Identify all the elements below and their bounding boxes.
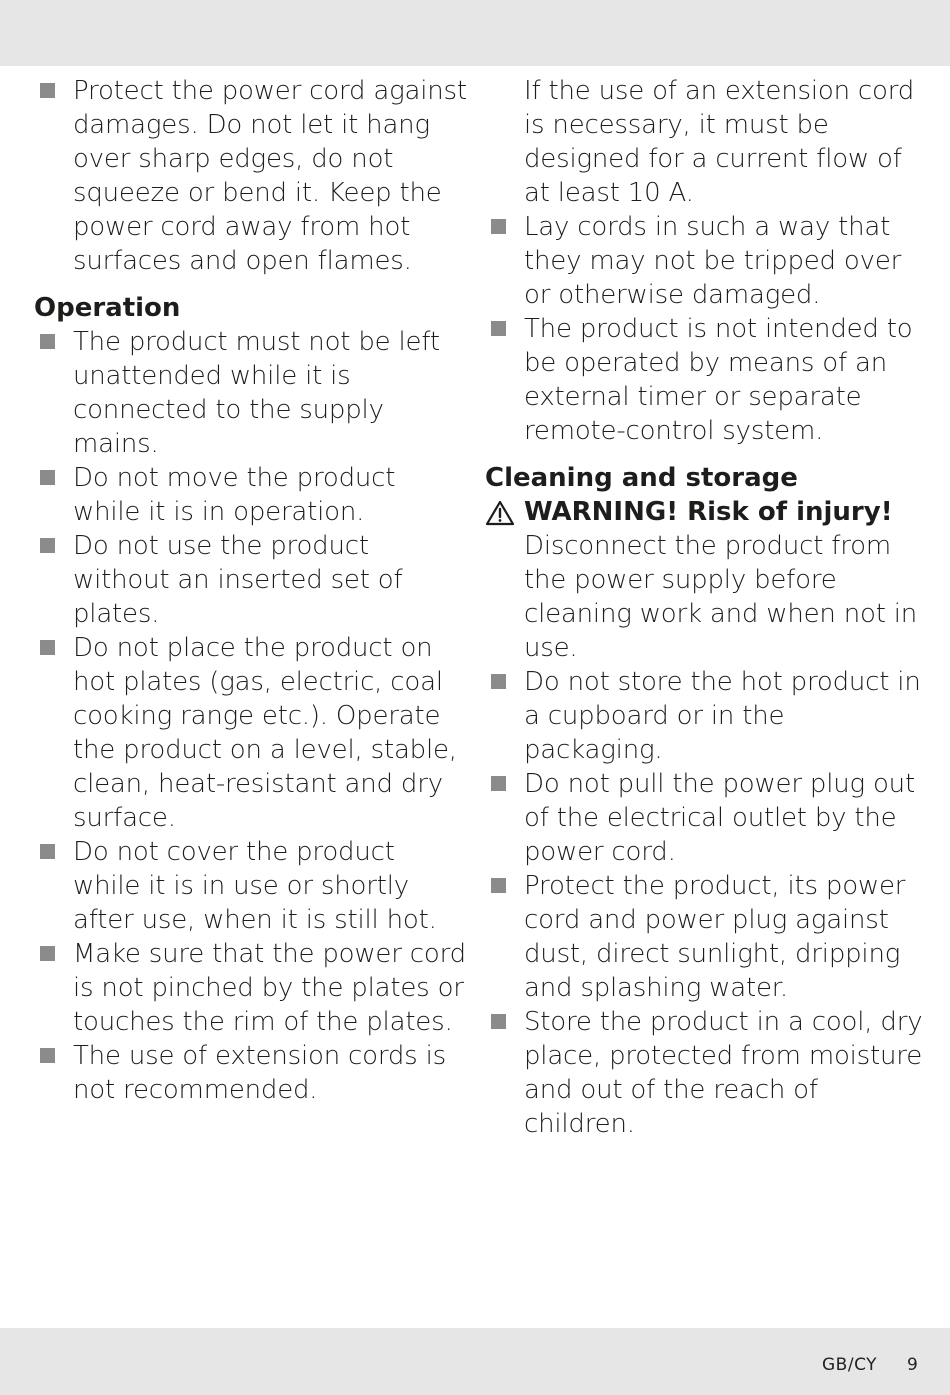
warning-title-text: WARNING! Risk of injury! bbox=[524, 497, 893, 527]
footer-band bbox=[0, 1328, 950, 1395]
square-bullet-icon bbox=[40, 946, 55, 961]
list-item bbox=[485, 767, 925, 869]
square-bullet-icon bbox=[491, 776, 506, 791]
list-item bbox=[485, 210, 925, 312]
square-bullet-icon bbox=[40, 538, 55, 553]
continued-paragraph: If the use of an extension cord is necessary, it must be designed for a current flow of at least 10 A. bbox=[524, 76, 915, 208]
square-bullet-icon bbox=[491, 321, 506, 336]
list-item-text: Protect the product, its power cord and power plug against dust, direct sunlight, dripping and splashing water. bbox=[524, 871, 906, 1003]
list-item bbox=[34, 631, 469, 835]
list-item bbox=[485, 1005, 925, 1141]
square-bullet-icon bbox=[491, 878, 506, 893]
list-item bbox=[34, 937, 469, 1039]
footer-language: GB/CY bbox=[822, 1355, 878, 1375]
square-bullet-icon bbox=[40, 470, 55, 485]
list-item bbox=[34, 835, 469, 937]
square-bullet-icon bbox=[40, 844, 55, 859]
square-bullet-icon bbox=[40, 83, 55, 98]
left-column bbox=[34, 74, 469, 1107]
list-item bbox=[34, 461, 469, 529]
list-item-text: The product is not intended to be operated by means of an external timer or separate remote-control system. bbox=[524, 314, 913, 446]
right-column bbox=[485, 74, 925, 1141]
list-item-text: The product must not be left unattended while it is connected to the supply mains. bbox=[73, 327, 440, 459]
list-item bbox=[485, 665, 925, 767]
list-item-text: The use of extension cords is not recommended. bbox=[73, 1041, 446, 1105]
list-item bbox=[34, 325, 469, 461]
warning-title bbox=[485, 495, 925, 529]
list-item-text: Do not store the hot product in a cupboard or in the packaging. bbox=[524, 667, 921, 765]
list-item-text: Do not place the product on hot plates (gas, electric, coal cooking range etc.). Operate the product on a level, stable, clean, heat-resistant and dry surface. bbox=[73, 633, 457, 833]
square-bullet-icon bbox=[40, 334, 55, 349]
section-heading-operation: Operation bbox=[34, 293, 181, 323]
list-item-text: Do not pull the power plug out of the electrical outlet by the power cord. bbox=[524, 769, 915, 867]
section-heading-cleaning: Cleaning and storage bbox=[485, 463, 798, 493]
warning-triangle-icon bbox=[485, 500, 515, 526]
square-bullet-icon bbox=[491, 1014, 506, 1029]
list-item bbox=[485, 869, 925, 1005]
list-item-text: Lay cords in such a way that they may not be tripped over or otherwise damaged. bbox=[524, 212, 902, 310]
square-bullet-icon bbox=[40, 1048, 55, 1063]
list-item-text: Make sure that the power cord is not pinched by the plates or touches the rim of the plates. bbox=[73, 939, 466, 1037]
square-bullet-icon bbox=[491, 219, 506, 234]
list-item bbox=[34, 1039, 469, 1107]
list-item bbox=[485, 312, 925, 448]
list-item bbox=[34, 529, 469, 631]
list-item bbox=[34, 74, 469, 278]
list-item-text: Do not move the product while it is in operation. bbox=[73, 463, 396, 527]
list-item-text: Do not cover the product while it is in use or shortly after use, when it is still hot. bbox=[73, 837, 437, 935]
list-item-text: Protect the power cord against damages. Do not let it hang over sharp edges, do not squeeze or bend it. Keep the power cord away from hot surfaces and open flames. bbox=[73, 76, 467, 276]
list-item-text: Do not use the product without an inserted set of plates. bbox=[73, 531, 403, 629]
warning-text: Disconnect the product from the power supply before cleaning work and when not in use. bbox=[524, 531, 918, 663]
page-number: 9 bbox=[907, 1355, 919, 1375]
header-band bbox=[0, 0, 950, 66]
square-bullet-icon bbox=[40, 640, 55, 655]
list-item-text: Store the product in a cool, dry place, protected from moisture and out of the reach of children. bbox=[524, 1007, 923, 1139]
square-bullet-icon bbox=[491, 674, 506, 689]
